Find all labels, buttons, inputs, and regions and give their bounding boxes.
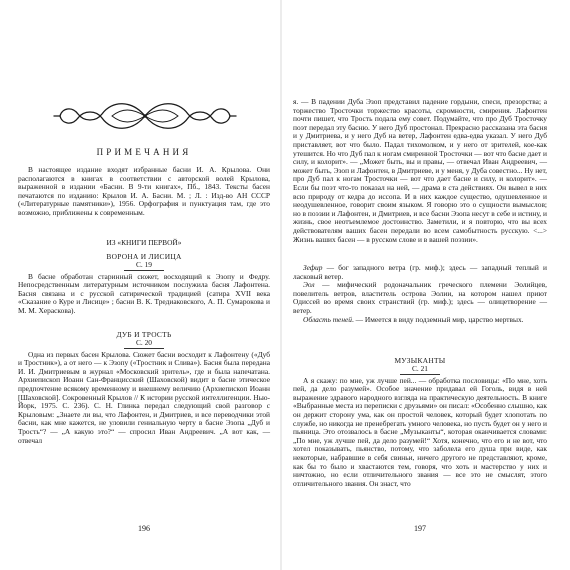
note-zephyr [293, 264, 547, 281]
note-text: . — Имеется в виду подземный мир, царство мертвых. [351, 314, 524, 324]
fable-title: ДУБ И ТРОСТЬ [116, 330, 172, 339]
continued-text-block [293, 98, 547, 244]
note-aeolus [293, 281, 547, 315]
note-text: — бог западного ветра (гр. миф.); здесь — западный теплый и ласковый ветер. [293, 263, 547, 281]
note-text: — мифический родоначальник греческого племени Эолийцев, повелитель ветров, властитель острова Эолии, на котором нашел приют Одиссей во время своих странствий (гр. миф.); здесь — олицетворение — ветер. [293, 280, 547, 315]
fable-title: ВОРОНА И ЛИСИЦА [106, 252, 182, 261]
book-heading: ИЗ «КНИГИ ПЕРВОЙ» [106, 238, 182, 247]
book-heading-block [18, 238, 270, 247]
fable-page-ref: С. 21 [411, 364, 428, 373]
divider [124, 270, 164, 271]
fable-page-ref: С. 20 [135, 338, 152, 347]
divider [124, 348, 164, 349]
book-gutter [280, 0, 282, 570]
section-title: ПРИМЕЧАНИЯ [96, 147, 192, 157]
fable-musicians [293, 356, 547, 488]
glossary-notes [293, 264, 547, 324]
fable-note: Одна из первых басен Крылова. Сюжет басни восходит к Лафонтену («Дуб и Тростник»), а от него — к Эзопу («Тростник и Слива»). Басня была передана И. И. Дмитриевым в журнал «Московский зритель», где и была напечатана. Архиепископ Иоанн Сан-Францисский (Шаховской) видит в басне этическое предпочтение всякому временному и внешнему величию (Архиепископ Иоанн [Шаховской]. Сокровенный Крылов // К истории русской интеллигенции. Нью-Йорк, 1975. С. 236). С. Н. Глинка передал следующий свой разговор с Крыловым: „Знаете ли вы, что Лафонтен, и Дмитриев, и все переводчики этой басни, как мне кажется, не уловили гениальную черту в басне Эзопа „Дуб и Трость“? — „А какую это?“ — спросил Иван Андреевич. „А вот как, — отвечал [18, 349, 270, 445]
fable-crow-and-fox [18, 252, 270, 316]
ornament-headpiece [52, 96, 238, 136]
right-page [293, 0, 547, 570]
fable-note: В басне обработан старинный сюжет, восходящий к Эзопу и Федру. Непосредственным литературным источником послужила басня Лафонтена. Басня связана и с русской сатирической традицией (сатира XVII века «Сказание о Куре и Лисице» ; басни В. К. Тредиаковского, А. П. Сумарокова и М. М. Хераскова). [18, 271, 270, 315]
divider [400, 374, 440, 375]
page-number: 197 [414, 524, 426, 533]
fable-page-ref: С. 19 [135, 260, 152, 269]
note-term: Эол [303, 280, 315, 290]
fable-oak-and-reed [18, 330, 270, 445]
note-shadows [293, 316, 547, 325]
note-term: Область теней [303, 314, 352, 324]
continued-paragraph: я. — В падении Дуба Эзоп представил падение гордыни, спеси, презорства; а торжество Тросточки торжество красоты, скромности, смирения. Лафонтен почти пишет, что Трость подала ему совет. Подумайте, что про Дуб Тросточку поэт передал эту басню. У него Дуб простонал. Прекрасно рассказана эта басня и у Дмитриева, и у него Дуб на ветер, Лафонтен едва-едва указал. У него Дуб приставляет, вот что было. Падал тихомолком, и у него от зрителей, кое-как утешится. Но что Дуб пал к ногам смиренной Тросточки — вот что басне дает и силу, и колорит». — „Может быть, вы и правы, — отвечал Иван Андреевич, — может быть, Эзоп и Лафонтен, в Дмитриеве, и у меня, у Дуба совестно... Ну нет, про Дуб пал к ногам Тросточки — вот что дает басне и силу, и колорит». — Если бы поэт что-то показал на ней, — драма в ста действиях. Он вывел в них всю природу от кедра до иссопа. И в них каждое существо, одушевленное и неодушевленное, говорит своим языком. Я говорю это о сущности вымыслов; но в поэзии и Лафонтен, и Дмитриев, и все басни Эзопа несут в себе и истину, и жизнь, свое неотъемлемое достоинство. Заметили, и я повторю, что вы всех действователям ваших басен передали во всем самобытность русскую. <...> Жизнь ваших басен — в русском слове и в вашей поэзии». [293, 97, 547, 244]
intro-block [18, 166, 270, 218]
intro-paragraph: В настоящее издание входят избранные басни И. А. Крылова. Они располагаются в книгах в соответствии с авторской волей Крылова, выраженной в издании «Басни. В 9-ти книгах», Пб., 1843. Тексты басен печатаются по изданию: Крылов И. А. Басни. М. ; Л. : Изд-во АН СССР («Литературные памятники»), 1956. Орфография и пунктуация там, где это возможно, приближены к современным. [18, 165, 270, 217]
fable-note: А я скажу: по мне, уж лучше пей... — обработка пословицы: «По мне, хоть пей, да дело разумей». Особое значение придавал ей Гоголь, видя в ней выражение здравого народного взгляда на практическую деятельность. В книге «Выбранные места из переписки с друзьями» он писал: «Особенно слышно, как он держит сторону ума, как он простой человек, который будет хлопотать по службе, но никогда не пренебрегать умного человека, но пусть будет он у него и пьяница. Это отозвалось в басне „Музыканты“, которая оканчивается словами: „По мне, уж лучше пей, да дело разумей!“ Хотя, конечно, что его и не вот, что хотел показывать, пьянство, потому, что заболела его душа при виде, как некоторые, набравшие в себя свиньи, ничего другого не представляют, кроме, как бы то было и хвастаются тем, говоря, что хоть и мастерство у них и ничтожно, но если отличительного звания — все это не смыслят, этого отличительного звания. Он знаст, что [293, 375, 547, 488]
note-term: Зефир [303, 263, 323, 272]
left-page [18, 0, 270, 570]
page-number: 196 [138, 524, 150, 533]
fable-title: МУЗЫКАНТЫ [394, 356, 446, 365]
